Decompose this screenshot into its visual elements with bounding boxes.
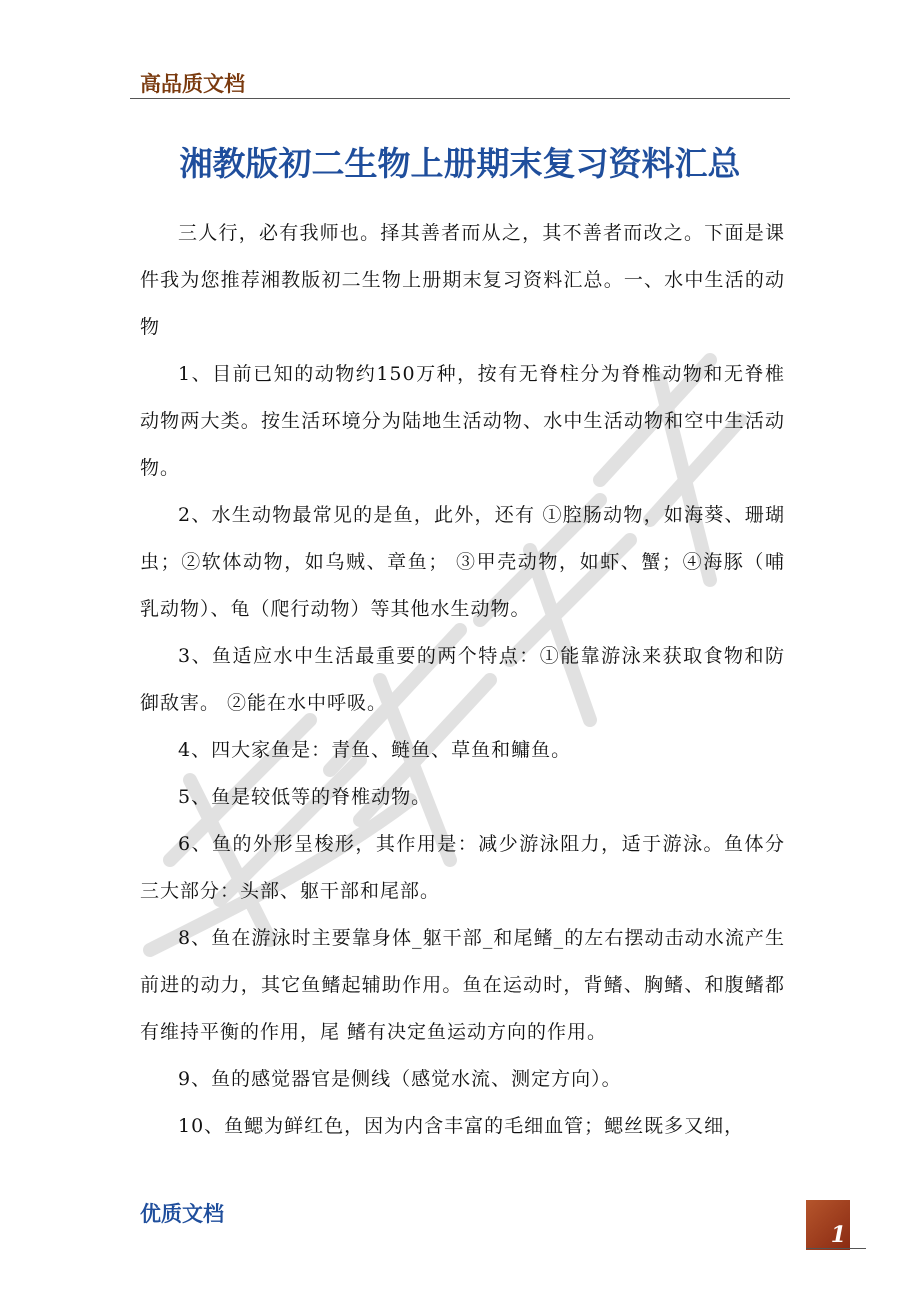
footer-divider <box>806 1248 866 1249</box>
paragraph: 8、鱼在游泳时主要靠身体_躯干部_和尾鳍_的左右摆动击动水流产生前进的动力，其它鱼鳍起辅助作用。鱼在运动时，背鳍、胸鳍、和腹鳍都有维持平衡的作用，尾 鳍有决定鱼运动方向的作用。 <box>140 927 785 1043</box>
document-title: 湘教版初二生物上册期末复习资料汇总 <box>179 144 741 183</box>
paragraph: 2、水生动物最常见的是鱼，此外，还有 ①腔肠动物，如海葵、珊瑚虫；②软体动物，如乌贼、章鱼； ③甲壳动物，如虾、蟹；④海豚（哺乳动物）、龟（爬行动物）等其他水生动物。 <box>140 504 785 620</box>
paragraph: 3、鱼适应水中生活最重要的两个特点：①能靠游泳来获取食物和防御敌害。 ②能在水中呼吸。 <box>140 645 785 714</box>
header-label: 高品质文档 <box>140 72 245 96</box>
paragraph: 5、鱼是较低等的脊椎动物。 <box>178 786 432 808</box>
footer-label: 优质文档 <box>140 1202 224 1226</box>
page-number: 1 <box>830 1222 846 1248</box>
paragraph: 1、目前已知的动物约150万种，按有无脊柱分为脊椎动物和无脊椎动物两大类。按生活环境分为陆地生活动物、水中生活动物和空中生活动物。 <box>140 363 785 479</box>
document-body <box>140 210 785 1150</box>
header-divider <box>130 98 790 99</box>
paragraph: 9、鱼的感觉器官是侧线（感觉水流、测定方向）。 <box>178 1068 622 1090</box>
paragraph: 三人行，必有我师也。择其善者而从之，其不善者而改之。下面是课件我为您推荐湘教版初二生物上册期末复习资料汇总。一、水中生活的动物 <box>140 222 785 338</box>
paragraph: 4、四大家鱼是：青鱼、鲢鱼、草鱼和鳙鱼。 <box>178 739 572 761</box>
paragraph: 6、鱼的外形呈梭形，其作用是：减少游泳阻力，适于游泳。鱼体分三大部分：头部、躯干部和尾部。 <box>140 833 785 902</box>
page-number-badge <box>806 1200 850 1250</box>
paragraph: 10、鱼鳃为鲜红色，因为内含丰富的毛细血管；鳃丝既多又细， <box>178 1115 745 1137</box>
